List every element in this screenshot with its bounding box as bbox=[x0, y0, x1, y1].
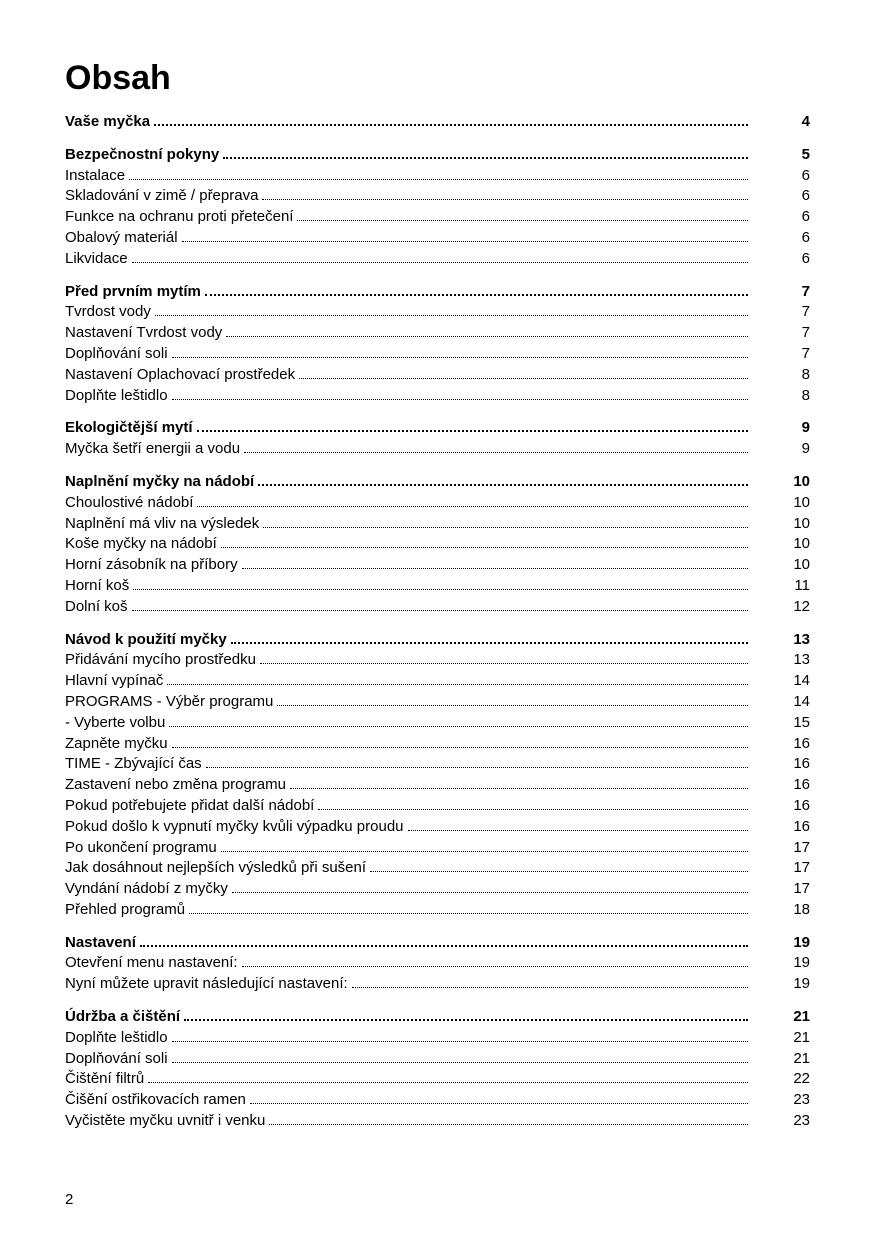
toc-entry-title: Nastavení Oplachovací prostředek bbox=[65, 365, 296, 383]
toc-entry bbox=[65, 166, 810, 187]
toc-entry bbox=[65, 514, 810, 535]
toc-entry-page: 10 bbox=[793, 472, 810, 490]
dot-leader bbox=[189, 912, 748, 914]
toc-entry bbox=[65, 344, 810, 365]
toc-section bbox=[65, 933, 810, 995]
toc-entry-page: 7 bbox=[801, 282, 810, 300]
toc-entry-page: 5 bbox=[801, 145, 810, 163]
toc-entry bbox=[65, 1090, 810, 1111]
dot-leader bbox=[172, 746, 748, 748]
toc-entry-page: 21 bbox=[793, 1049, 810, 1067]
dot-leader bbox=[260, 662, 748, 664]
toc-entry-title: Obalový materiál bbox=[65, 228, 178, 246]
toc-section bbox=[65, 630, 810, 921]
toc-entry-title: Před prvním mytím bbox=[65, 282, 201, 300]
toc-entry bbox=[65, 555, 810, 576]
dot-leader bbox=[221, 850, 748, 852]
toc-entry-title: Choulostivé nádobí bbox=[65, 493, 194, 511]
toc-entry-page: 23 bbox=[793, 1091, 810, 1109]
dot-leader bbox=[154, 123, 748, 126]
toc-entry-title: Nastavení bbox=[65, 933, 136, 951]
toc-entry-title: Dolní koš bbox=[65, 597, 128, 615]
toc-entry bbox=[65, 953, 810, 974]
toc-entry-title: Zapněte myčku bbox=[65, 734, 168, 752]
toc-entry-page: 22 bbox=[793, 1070, 810, 1088]
toc-entry bbox=[65, 671, 810, 692]
toc-entry-page: 17 bbox=[793, 859, 810, 877]
toc-entry-page: 16 bbox=[793, 755, 810, 773]
toc-entry-title: Vyčistěte myčku uvnitř i venku bbox=[65, 1112, 266, 1130]
toc-entry-page: 21 bbox=[793, 1028, 810, 1046]
dot-leader bbox=[223, 156, 748, 159]
toc-section-heading bbox=[65, 145, 810, 166]
toc-entry bbox=[65, 713, 810, 734]
toc-entry-title: Ekologičtější mytí bbox=[65, 419, 193, 437]
toc-entry bbox=[65, 1049, 810, 1070]
dot-leader bbox=[197, 505, 748, 507]
dot-leader bbox=[172, 1040, 748, 1042]
dot-leader bbox=[250, 1102, 748, 1104]
toc-entry-page: 10 bbox=[793, 493, 810, 511]
toc-entry bbox=[65, 796, 810, 817]
dot-leader bbox=[231, 641, 748, 644]
toc-entry-page: 14 bbox=[793, 672, 810, 690]
toc-section-heading bbox=[65, 1007, 810, 1028]
toc-entry-page: 16 bbox=[793, 734, 810, 752]
toc-section-heading bbox=[65, 418, 810, 439]
dot-leader bbox=[297, 219, 748, 221]
page-number: 2 bbox=[65, 1191, 74, 1208]
dot-leader bbox=[299, 377, 748, 379]
toc-entry-page: 12 bbox=[793, 597, 810, 615]
toc-entry bbox=[65, 439, 810, 460]
dot-leader bbox=[269, 1123, 748, 1125]
dot-leader bbox=[132, 609, 748, 611]
toc-entry-title: Čištění filtrů bbox=[65, 1070, 145, 1088]
dot-leader bbox=[242, 965, 748, 967]
toc-entry-title: Pokud došlo k vypnutí myčky kvůli výpadku proudu bbox=[65, 817, 404, 835]
toc-entry bbox=[65, 228, 810, 249]
toc-entry bbox=[65, 879, 810, 900]
toc-entry bbox=[65, 302, 810, 323]
toc-entry-page: 6 bbox=[801, 228, 810, 246]
dot-leader bbox=[140, 944, 748, 947]
dot-leader bbox=[132, 261, 748, 263]
toc-entry bbox=[65, 734, 810, 755]
toc-entry-page: 6 bbox=[801, 166, 810, 184]
toc-section bbox=[65, 472, 810, 618]
toc-entry-title: Koše myčky na nádobí bbox=[65, 535, 217, 553]
toc-section-heading bbox=[65, 472, 810, 493]
dot-leader bbox=[221, 546, 748, 548]
toc-entry-title: Vyndání nádobí z myčky bbox=[65, 880, 228, 898]
toc-entry-page: 17 bbox=[793, 880, 810, 898]
dot-leader bbox=[258, 483, 748, 486]
dot-leader bbox=[172, 1061, 748, 1063]
toc-entry-title: Myčka šetří energii a vodu bbox=[65, 440, 241, 458]
toc-entry-title: Přidávání mycího prostředku bbox=[65, 651, 256, 669]
toc-entry-page: 19 bbox=[793, 933, 810, 951]
dot-leader bbox=[290, 787, 748, 789]
toc-entry-page: 10 bbox=[793, 514, 810, 532]
toc-entry-title: Doplňování soli bbox=[65, 1049, 168, 1067]
dot-leader bbox=[197, 429, 748, 432]
toc-section bbox=[65, 112, 810, 133]
toc-section bbox=[65, 1007, 810, 1132]
toc-entry-page: 23 bbox=[793, 1112, 810, 1130]
toc-entry-title: Vaše myčka bbox=[65, 113, 151, 130]
toc-entry-page: 16 bbox=[793, 817, 810, 835]
dot-leader bbox=[226, 335, 748, 337]
toc-entry bbox=[65, 534, 810, 555]
toc-entry bbox=[65, 249, 810, 270]
dot-leader bbox=[242, 567, 748, 569]
dot-leader bbox=[184, 1018, 748, 1021]
toc-entry-page: 9 bbox=[801, 440, 810, 458]
toc-entry-title: Instalace bbox=[65, 166, 126, 184]
toc-section bbox=[65, 282, 810, 407]
toc-entry-page: 4 bbox=[801, 113, 810, 130]
toc-entry bbox=[65, 493, 810, 514]
dot-leader bbox=[277, 704, 748, 706]
toc-entry-page: 11 bbox=[794, 576, 810, 594]
dot-leader bbox=[129, 178, 748, 180]
toc-entry-title: Skladování v zimě / přeprava bbox=[65, 187, 259, 205]
dot-leader bbox=[148, 1081, 748, 1083]
toc-entry-page: 6 bbox=[801, 187, 810, 205]
toc-entry bbox=[65, 576, 810, 597]
toc-entry-title: Zastavení nebo změna programu bbox=[65, 776, 286, 794]
toc-entry bbox=[65, 858, 810, 879]
dot-leader bbox=[205, 293, 748, 296]
toc-entry-title: Naplnění myčky na nádobí bbox=[65, 472, 255, 490]
toc-entry bbox=[65, 775, 810, 796]
toc-entry-title: Nastavení Tvrdost vody bbox=[65, 324, 223, 342]
toc-entry-title: Bezpečnostní pokyny bbox=[65, 145, 220, 163]
toc-entry bbox=[65, 186, 810, 207]
dot-leader bbox=[352, 986, 748, 988]
toc-entry-title: Horní zásobník na příbory bbox=[65, 556, 238, 574]
dot-leader bbox=[172, 356, 748, 358]
toc-entry-title: Po ukončení programu bbox=[65, 838, 217, 856]
table-of-contents bbox=[65, 112, 810, 1144]
toc-entry-title: Pokud potřebujete přidat další nádobí bbox=[65, 796, 315, 814]
toc-entry bbox=[65, 754, 810, 775]
toc-entry bbox=[65, 650, 810, 671]
toc-entry bbox=[65, 692, 810, 713]
page-title: Obsah bbox=[65, 59, 171, 97]
toc-entry-page: 10 bbox=[793, 535, 810, 553]
toc-entry bbox=[65, 1069, 810, 1090]
toc-entry-page: 8 bbox=[801, 386, 810, 404]
toc-section-heading bbox=[65, 630, 810, 651]
toc-entry-page: 16 bbox=[793, 796, 810, 814]
toc-entry-title: Doplňte leštidlo bbox=[65, 386, 168, 404]
toc-entry-page: 6 bbox=[801, 249, 810, 267]
toc-entry-page: 19 bbox=[793, 975, 810, 993]
dot-leader bbox=[408, 829, 748, 831]
dot-leader bbox=[169, 725, 748, 727]
toc-entry-title: Naplnění má vliv na výsledek bbox=[65, 514, 260, 532]
toc-section-heading bbox=[65, 282, 810, 303]
toc-entry-title: TIME - Zbývající čas bbox=[65, 755, 202, 773]
toc-entry-page: 16 bbox=[793, 776, 810, 794]
toc-entry-title: Údržba a čištění bbox=[65, 1008, 181, 1026]
toc-entry-title: Nyní můžete upravit následující nastavení: bbox=[65, 975, 348, 993]
toc-entry bbox=[65, 207, 810, 228]
toc-section bbox=[65, 145, 810, 270]
toc-entry-title: Hlavní vypínač bbox=[65, 672, 164, 690]
dot-leader bbox=[206, 766, 748, 768]
dot-leader bbox=[263, 526, 748, 528]
toc-entry-title: Čišění ostřikovacích ramen bbox=[65, 1091, 246, 1109]
toc-entry-title: Doplňte leštidlo bbox=[65, 1028, 168, 1046]
toc-entry-title: Horní koš bbox=[65, 576, 130, 594]
toc-entry bbox=[65, 323, 810, 344]
toc-entry-page: 18 bbox=[793, 900, 810, 918]
dot-leader bbox=[172, 398, 748, 400]
dot-leader bbox=[167, 683, 748, 685]
toc-entry-title: Otevření menu nastavení: bbox=[65, 954, 238, 972]
toc-section-heading bbox=[65, 112, 810, 133]
toc-entry-page: 6 bbox=[801, 208, 810, 226]
toc-entry bbox=[65, 817, 810, 838]
toc-entry-title: Funkce na ochranu proti přetečení bbox=[65, 208, 294, 226]
toc-entry-page: 13 bbox=[793, 651, 810, 669]
toc-entry-page: 7 bbox=[801, 303, 810, 321]
toc-entry-page: 19 bbox=[793, 954, 810, 972]
toc-entry bbox=[65, 597, 810, 618]
dot-leader bbox=[133, 588, 748, 590]
toc-entry-page: 13 bbox=[793, 630, 810, 648]
toc-entry-title: Návod k použití myčky bbox=[65, 630, 227, 648]
toc-entry-page: 21 bbox=[793, 1008, 810, 1026]
toc-entry-page: 7 bbox=[801, 344, 810, 362]
dot-leader bbox=[232, 891, 748, 893]
toc-entry bbox=[65, 1111, 810, 1132]
toc-entry-title: Přehled programů bbox=[65, 900, 186, 918]
toc-entry-title: - Vyberte volbu bbox=[65, 713, 166, 731]
toc-section bbox=[65, 418, 810, 460]
toc-entry-page: 8 bbox=[801, 365, 810, 383]
dot-leader bbox=[262, 198, 748, 200]
toc-entry-title: Jak dosáhnout nejlepších výsledků při sušení bbox=[65, 859, 367, 877]
toc-entry bbox=[65, 1028, 810, 1049]
toc-entry-page: 17 bbox=[793, 838, 810, 856]
toc-entry-title: PROGRAMS - Výběr programu bbox=[65, 692, 274, 710]
dot-leader bbox=[155, 314, 748, 316]
dot-leader bbox=[182, 240, 748, 242]
toc-entry-page: 9 bbox=[801, 419, 810, 437]
toc-entry-title: Doplňování soli bbox=[65, 344, 168, 362]
toc-entry-page: 15 bbox=[793, 713, 810, 731]
toc-entry bbox=[65, 386, 810, 407]
toc-entry bbox=[65, 365, 810, 386]
dot-leader bbox=[318, 808, 748, 810]
dot-leader bbox=[370, 870, 748, 872]
toc-entry-title: Likvidace bbox=[65, 249, 128, 267]
dot-leader bbox=[244, 451, 748, 453]
toc-entry-page: 14 bbox=[793, 692, 810, 710]
toc-section-heading bbox=[65, 933, 810, 954]
toc-entry-page: 7 bbox=[801, 324, 810, 342]
toc-entry-page: 10 bbox=[793, 556, 810, 574]
toc-entry-title: Tvrdost vody bbox=[65, 303, 151, 321]
toc-entry bbox=[65, 838, 810, 859]
toc-entry bbox=[65, 900, 810, 921]
toc-entry bbox=[65, 974, 810, 995]
